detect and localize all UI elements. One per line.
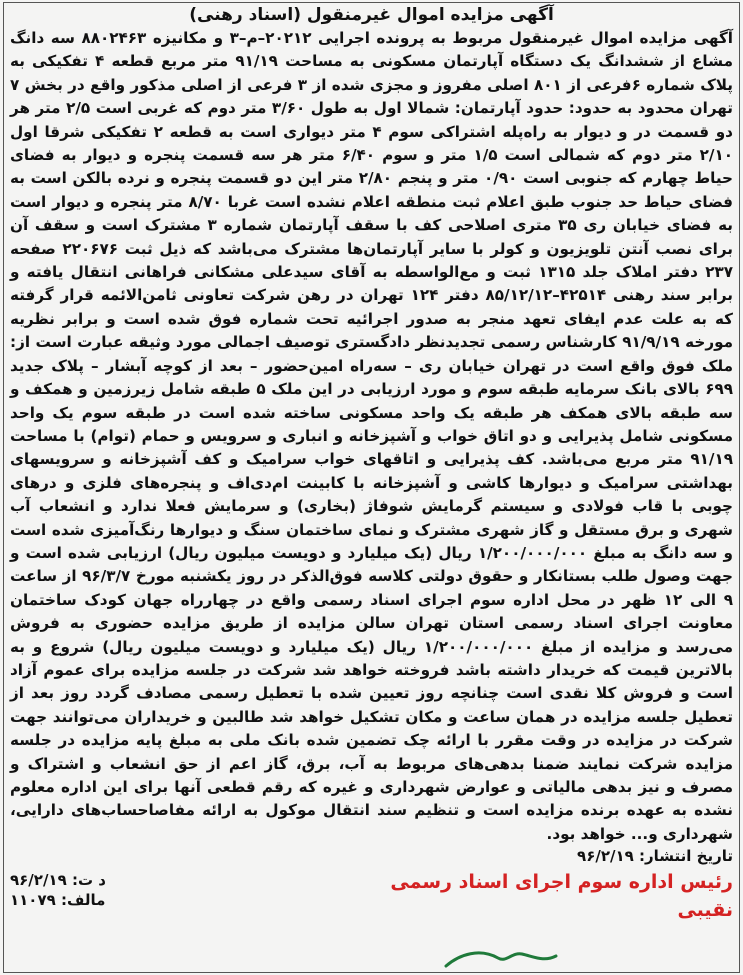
date-line: د ت: ۹۶/۲/۱۹ bbox=[10, 871, 106, 889]
handwritten-note bbox=[440, 940, 560, 974]
reference-block bbox=[10, 870, 310, 910]
notice-footer bbox=[10, 868, 733, 968]
publish-date: تاریخ انتشار: ۹۶/۲/۱۹ bbox=[577, 847, 733, 866]
notice-title: آگهی مزایده اموال غیرمنقول (اسناد رهنی) bbox=[189, 5, 554, 25]
signer-name: نقیبی bbox=[677, 899, 733, 921]
code-line: مالف: ۱۱۰۷۹ bbox=[10, 891, 106, 909]
notice-body: آگهی مزایده اموال غیرمنقول مربوط به پرونده اجرایی ۲۰۲۱۲–م–۳ و مکانیزه ۸۸۰۲۴۶۳ سه دانگ مشاع از ششدانگ یک دستگاه آپارتمان مسکونی به مساحت ۹۱/۱۹ متر مربع قطعه ۴ تفکیکی به پلاک شماره ۶فرعی از ۸۰۱ اصلی مفروز و مجزی شده از ۳ فرعی از اصلی مذکور واقع در بخش ۷ تهران محدود به حدود: حدود آپارتمان: شمالا اول به طول ۳/۶۰ متر دوم که غربی است ۲/۵ متر هر دو قسمت در و دیوار به راه‌پله اشتراکی سوم ۴ متر دیواری است به قطعه ۲ تفکیکی شرقا اول ۲/۱۰ متر دوم که شمالی است ۱/۵ متر و سوم ۶/۴۰ متر هر سه قسمت پنجره و دیوار به فضای حیاط چهارم که جنوبی است ۰/۹۰ متر و پنجم ۲/۸۰ متر این دو قسمت پنجره و نرده بالکن است به فضای حیاط حد جنوب طبق اعلام ثبت منطقه اعلام نشده است غربا ۸/۷۰ متر پنجره و دیوار است به فضای خیابان ری ۳۵ متری اصلاحی کف با سقف آپارتمان شماره ۳ مشترک است و سقف آن برای نصب آنتن تلویزیون و کولر با سایر آپارتمان‌ها مشترک می‌باشد که ذیل ثبت ۲۲۰۶۷۶ صفحه ۲۳۷ دفتر املاک جلد ۱۳۱۵ ثبت و مع‌الواسطه به آقای سیدعلی مشکانی فراهانی انتقال یافته و برابر سند رهنی ۴۲۵۱۴–۸۵/۱۲/۱۲ دفتر ۱۲۴ تهران در رهن شرکت تعاونی ثامن‌الائمه قرار گرفته که به علت عدم ایفای تعهد منجر به صدور اجرائیه تحت شماره فوق شده است و برابر نظریه مورخه ۹۱/۹/۱۹ کارشناس رسمی تجدیدنظر دادگستری توصیف اجمالی مورد وثیقه عبارت است از: ملک فوق واقع است در تهران خیابان ری – سه‌راه امین‌حضور – بعد از کوچه آبشار – پلاک جدید ۶۹۹ بالای بانک سرمایه طبقه سوم و مورد ارزیابی در این ملک ۵ طبقه شامل زیرزمین و همکف و سه طبقه بالای همکف هر طبقه یک واحد مسکونی ساخته شده است در طبقه سوم یک واحد مسکونی شامل پذیرایی و دو اتاق خواب و آشپزخانه و انباری و سرویس و حمام (توام) با مساحت ۹۱/۱۹ متر مربع می‌باشد. کف پذیرایی و اتاقهای خواب سرامیک و کف آشپزخانه و سرویسهای بهداشتی سرامیک و دیوارها کاشی و آشپزخانه با کابینت ام‌دی‌اف و پنجره‌های فلزی و درهای چوبی با قاب فولادی و سیستم گرمایش شوفاژ (بخاری) و سرمایش فعلا ندارد و انشعاب آب شهری و برق مستقل و گاز شهری مشترک و نمای ساختمان سنگ و دیوارها رنگ‌آمیزی شده است و سه دانگ به مبلغ ۱/۲۰۰/۰۰۰/۰۰۰ ریال (یک میلیارد و دویست میلیون ریال) ارزیابی شده است و جهت وصول طلب بستانکار و حقوق دولتی کلاسه فوق‌الذکر در روز یکشنبه مورخ ۹۶/۳/۷ از ساعت ۹ الی ۱۲ ظهر در محل اداره سوم اجرای اسناد رسمی واقع در چهارراه جهان کودک ساختمان معاونت اجرای اسناد رسمی استان تهران سالن مزایده از طریق مزایده حضوری به فروش می‌رسد و مزایده از مبلغ ۱/۲۰۰/۰۰۰/۰۰۰ ریال (یک میلیارد و دویست میلیون ریال) شروع و به بالاترین قیمت که خریدار داشته باشد فروخته خواهد شد شرکت در جلسه مزایده برای عموم آزاد است و فروش کلا نقدی است چنانچه روز تعیین شده با تعطیل رسمی مصادف گردد روز بعد از تعطیل جلسه مزایده در همان ساعت و مکان تشکیل خواهد شد طالبین و خریداران می‌توانند جهت شرکت در مزایده در وقت مقرر با ارائه چک تضمین شده بانک ملی به مبلغ پایه مزایده در جلسه مزایده شرکت نمایند ضمنا بدهی‌های مربوط به آب، برق، گاز اعم از حق انشعاب و اشتراک و مصرف و نیز بدهی مالیاتی و عوارض شهرداری و غیره که رقم قطعی آنها برای این اداره معلوم نشده به عهده برنده مزایده است و تنظیم سند انتقال موکول به ارائه مفاصاحساب‌های دارایی، شهرداری و... خواهد بود. bbox=[10, 29, 733, 843]
signer-title: رئیس اداره سوم اجرای اسناد رسمی bbox=[390, 871, 733, 893]
signature-block bbox=[333, 868, 733, 924]
